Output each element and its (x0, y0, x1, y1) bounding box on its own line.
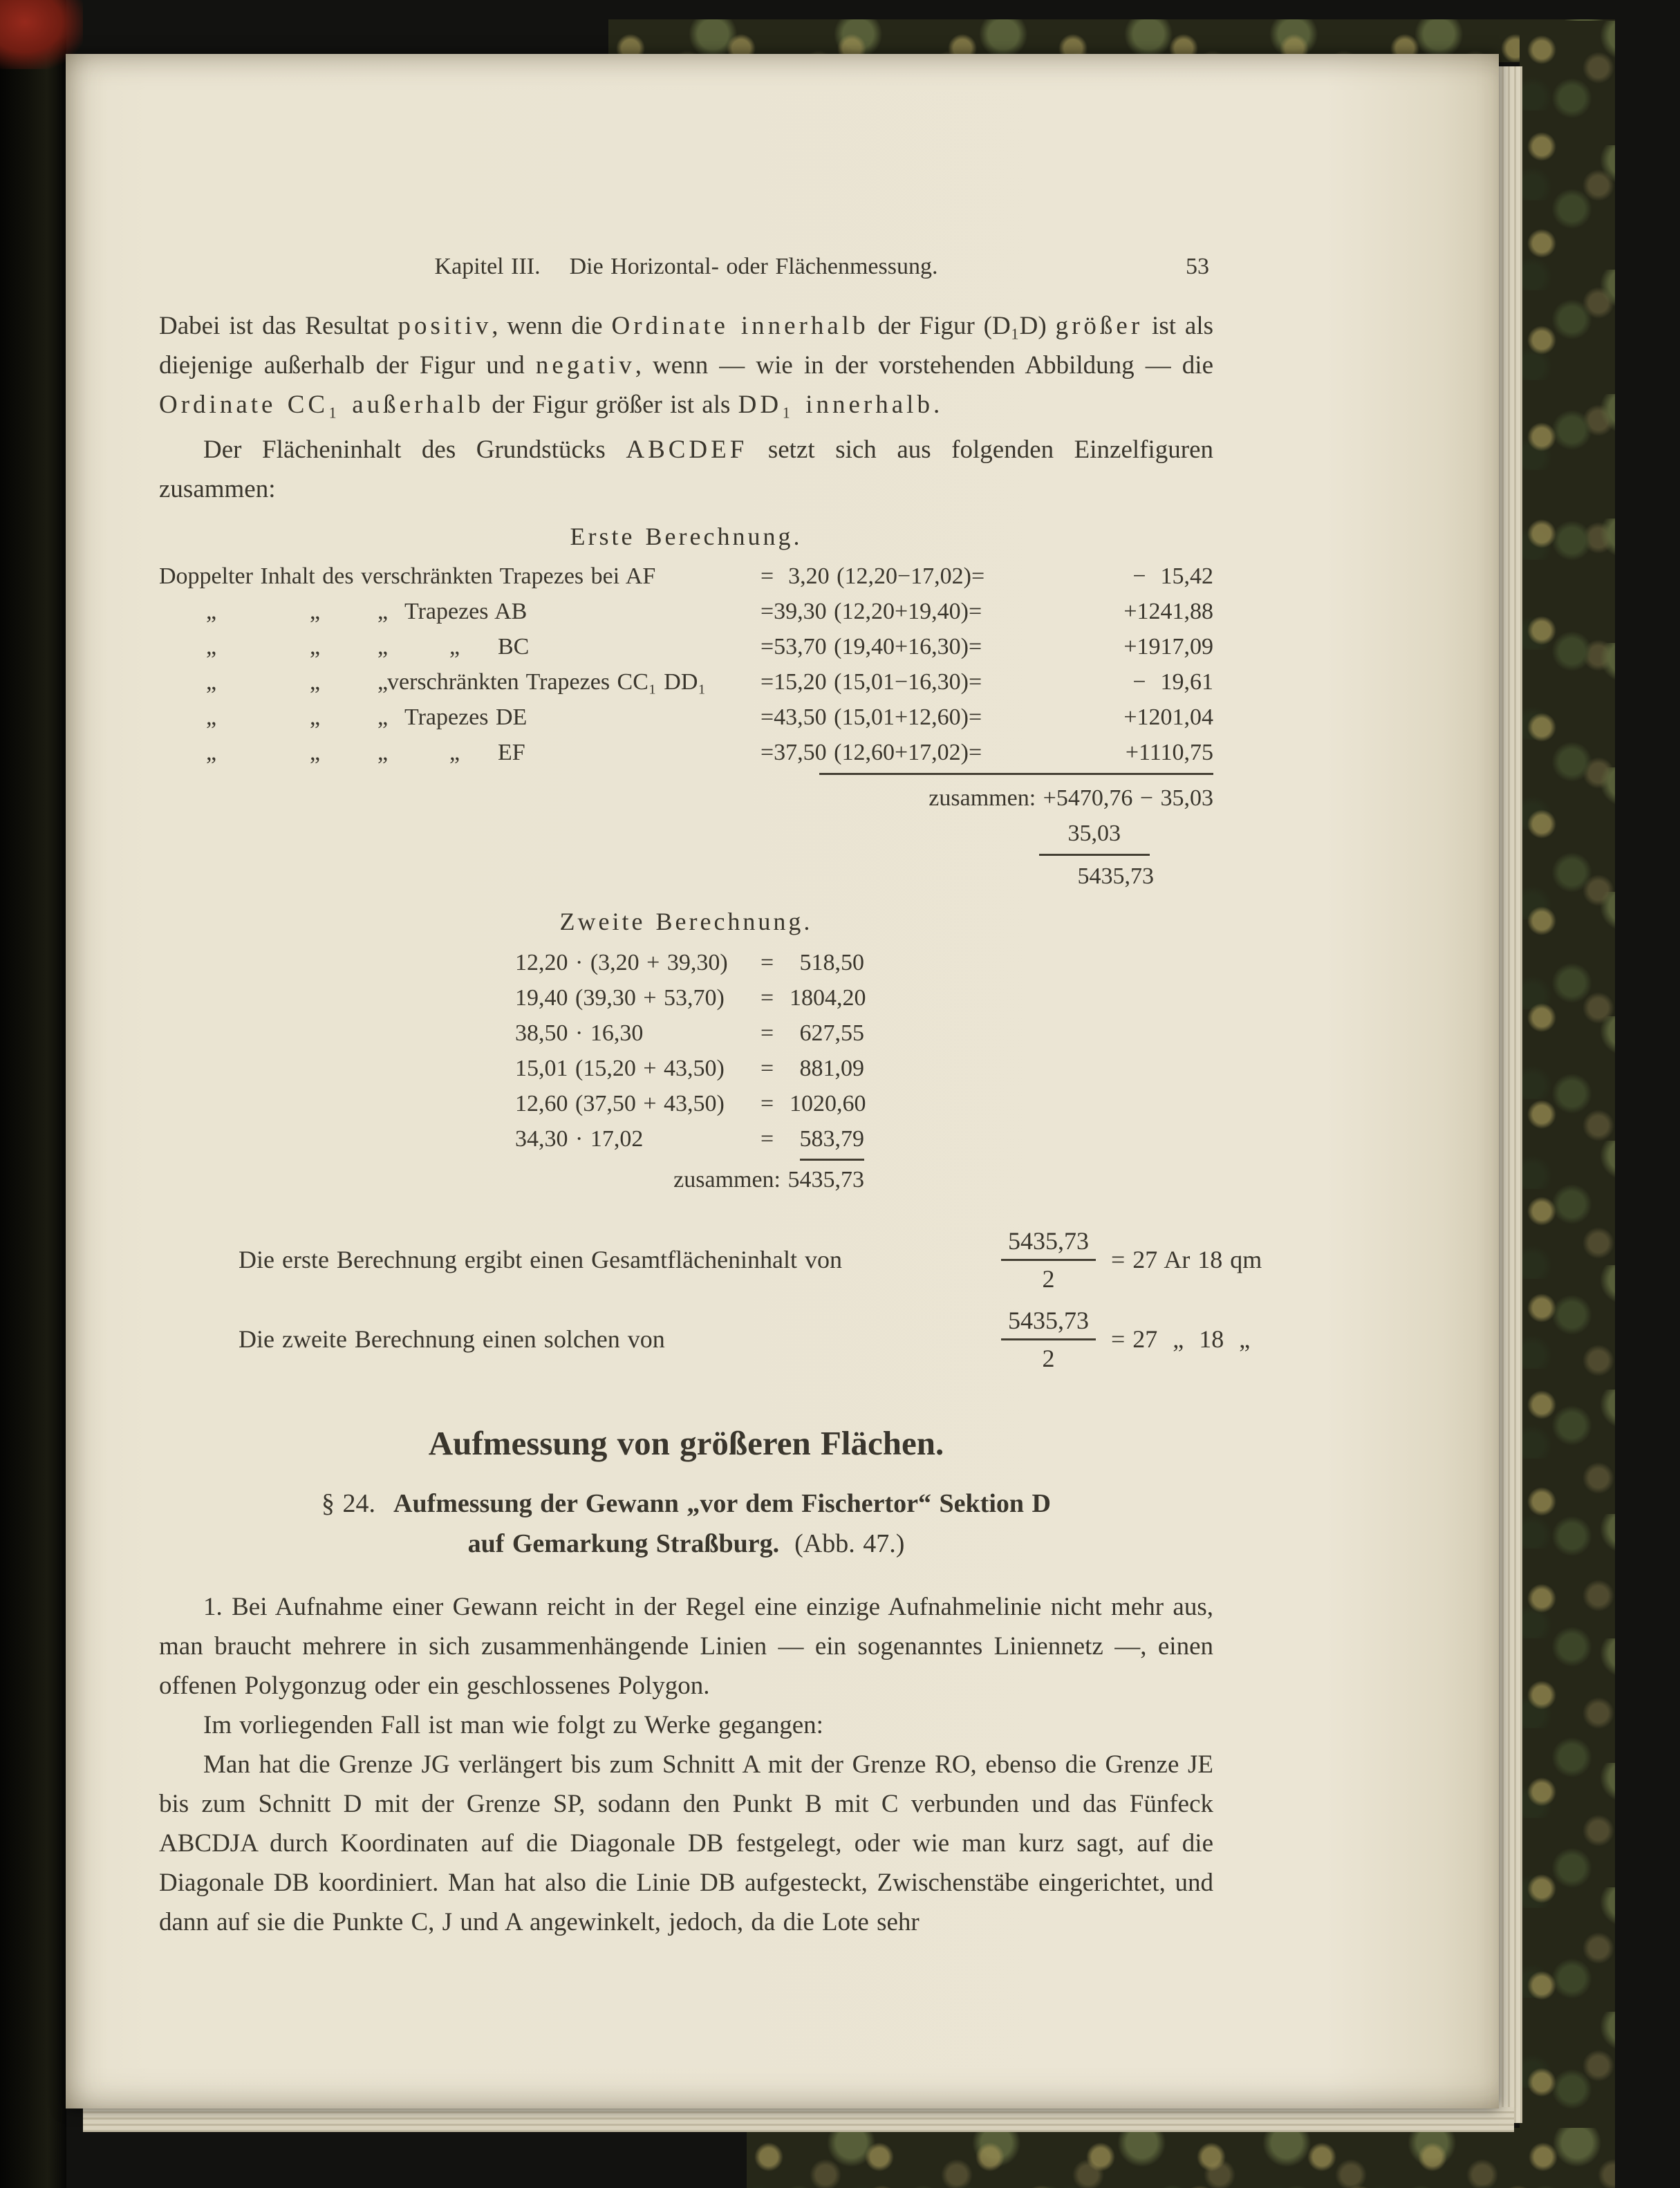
book-spine-edge (0, 0, 66, 2188)
row-result: − 19,61 (1132, 669, 1213, 695)
page-stack-edge-bottom (83, 2107, 1514, 2132)
ditto-mark: „ (377, 740, 389, 765)
body-paragraph-1: 1. Bei Aufnahme einer Gewann reicht in der Regel eine einzige Aufnahmelinie nicht mehr aus, man braucht mehrere in sich zusammenhängende Linien — ein sogenanntes Liniennetz —, einen offenen Polygonzug oder ein geschlossenes Polygon. (159, 1593, 1213, 1700)
calc2-sum-line (515, 1162, 864, 1197)
row-result: +1201,04 (1123, 704, 1213, 730)
calc1-heading: Erste Berechnung. (570, 523, 803, 550)
equals-sign: = (760, 950, 774, 975)
sum-line: zusammen: +5470,76 − 35,03 (928, 785, 1213, 811)
parcel-letters: ABCDEF (626, 436, 748, 464)
book-cover-marble-right (1520, 21, 1615, 2188)
ditto-mark: „ (377, 599, 389, 624)
row-result: +1917,09 (1123, 634, 1213, 660)
text-run: setzt sich aus folgenden Einzelfiguren zusammen: (159, 436, 1213, 503)
ditto-mark: „ (377, 634, 389, 660)
calc2-row (515, 1121, 864, 1157)
fraction (1001, 1305, 1096, 1374)
row-label: Doppelter Inhalt des verschränkten Trapezes bei AF (159, 563, 656, 589)
text-run: , wenn die (492, 312, 612, 340)
sub-heading-line1: Aufmessung der Gewann „vor dem Fischertor“ Sektion D (393, 1489, 1051, 1518)
book-page (66, 54, 1499, 2108)
ditto-mark: „ (310, 740, 321, 765)
calc1-sum-block (159, 773, 1213, 894)
ditto-mark: „ (206, 704, 217, 730)
result-equals: = 27 Ar 18 qm (1111, 1246, 1262, 1273)
row-label: BC (498, 634, 530, 660)
row-expression: =15,20 (15,01−16,30)= (760, 669, 982, 695)
value-text: 1804,20 (790, 985, 866, 1011)
spaced-word: DD₁ innerhalb (738, 391, 933, 419)
calc2-heading: Zweite Berechnung. (559, 908, 813, 935)
row-result: +1241,88 (1123, 599, 1213, 624)
ditto-mark: „ (310, 599, 321, 624)
text-run: Der Flächeninhalt des Grundstücks (203, 436, 626, 464)
sum-value: 5435,73 (787, 1167, 864, 1193)
text-run: Dabei ist das Resultat (159, 312, 398, 340)
value-text: 518,50 (799, 950, 864, 975)
subtrahend-value: 35,03 (1039, 816, 1150, 856)
value-text: 627,55 (799, 1020, 864, 1046)
sum-label: zusammen: (673, 1167, 781, 1193)
result-equals: = 27 „ 18 „ (1111, 1325, 1251, 1353)
row-expression: 12,60 (37,50 + 43,50) (515, 1091, 725, 1116)
text-run: , wenn — wie in der vorstehenden Abbildung — die (635, 351, 1213, 380)
calc1-row (159, 735, 1213, 770)
value-text: 1020,60 (790, 1091, 866, 1116)
page-stack-edge-right (1497, 66, 1522, 2123)
fraction-denominator: 2 (1042, 1265, 1055, 1293)
intro-paragraph-1 (159, 306, 1213, 424)
row-expression: 12,20 · (3,20 + 39,30) (515, 950, 728, 975)
calc1-row (159, 559, 1213, 594)
text-run: der Figur (D₁D) (868, 312, 1056, 340)
figure-reference: (Abb. 47.) (794, 1529, 905, 1558)
row-expression: 15,01 (15,20 + 43,50) (515, 1056, 725, 1081)
running-title: Die Horizontal- oder Flächenmessung. (569, 254, 938, 279)
fraction-denominator: 2 (1042, 1345, 1055, 1372)
row-label: verschränkten Trapezes CC₁ DD₁ (387, 669, 707, 695)
row-expression: = 3,20 (12,20−17,02)= (760, 563, 985, 589)
section-heading: Aufmessung von größeren Flächen. (428, 1424, 944, 1462)
calc1-row (159, 594, 1213, 629)
calc1-row (159, 700, 1213, 735)
row-value (790, 1121, 864, 1157)
ditto-mark: „ (449, 634, 460, 660)
calc2-row (515, 1051, 864, 1086)
equals-sign: = (760, 985, 774, 1011)
row-expression: 34,30 · 17,02 (515, 1126, 644, 1152)
calc1-row (159, 664, 1213, 700)
row-value (790, 1016, 864, 1051)
sub-heading-line2: auf Gemarkung Straßburg. (467, 1529, 780, 1558)
row-result: − 15,42 (1132, 563, 1213, 589)
row-expression: 38,50 · 16,30 (515, 1020, 644, 1046)
row-value (790, 1051, 864, 1086)
calc2-row (515, 1016, 864, 1051)
calc2-row (515, 980, 864, 1016)
row-result: +1110,75 (1125, 740, 1213, 765)
spaced-word: positiv (398, 312, 492, 340)
fraction-numerator: 5435,73 (1001, 1225, 1096, 1261)
paragraph-number: § 24. (321, 1489, 375, 1518)
equals-sign: = (760, 1091, 774, 1116)
chapter-label: Kapitel III. (434, 254, 541, 279)
total-line: 5435,73 (1077, 863, 1154, 889)
body-paragraph-2: Im vorliegenden Fall ist man wie folgt zu Werke gegangen: (203, 1711, 823, 1739)
row-expression: =43,50 (15,01+12,60)= (760, 704, 982, 730)
body-paragraph-3: Man hat die Grenze JG verlängert bis zum Schnitt A mit der Grenze RO, ebenso die Grenze JE bis zum Schnitt D mit der Grenze SP, sodann den Punkt B mit C verbunden und das Fünfeck ABCDJA durch Koordinaten auf die Diagonale DB festgelegt, oder wie man kurz sagt, auf die Diagonale DB koordiniert. Man hat also die Linie DB aufgesteckt, Zwischenstäbe eingerichtet, und dann auf sie die Punkte C, J und A angewinkelt, jedoch, da die Lote sehr (159, 1750, 1213, 1936)
book-cover-marble-bottom (747, 2128, 1615, 2188)
ditto-mark: „ (310, 669, 321, 695)
result-text: Die erste Berechnung ergibt einen Gesamtflächeninhalt von (239, 1246, 843, 1273)
row-value (790, 1086, 866, 1121)
row-expression: 19,40 (39,30 + 53,70) (515, 985, 725, 1011)
calc1-row (159, 629, 1213, 664)
row-value (790, 945, 864, 980)
calc2-row (515, 945, 864, 980)
equals-sign: = (760, 1126, 774, 1152)
ditto-mark: „ (310, 634, 321, 660)
fraction (1001, 1225, 1096, 1295)
ditto-mark: „ (206, 599, 217, 624)
value-text: 583,79 (800, 1121, 865, 1161)
text-run: . (933, 391, 940, 419)
ditto-mark: „ (206, 740, 217, 765)
row-label: Trapezes AB (404, 599, 528, 624)
intro-paragraph-2 (159, 430, 1213, 509)
calc1-table (159, 559, 1213, 894)
calc2-table (515, 945, 864, 1197)
ditto-mark: „ (310, 704, 321, 730)
sum-rule (819, 773, 1213, 775)
spaced-word: Ordinate CC₁ außerhalb (159, 391, 485, 419)
equals-sign: = (760, 1020, 774, 1046)
value-text: 881,09 (799, 1056, 864, 1081)
row-value (790, 980, 866, 1016)
result-line-1 (239, 1225, 1303, 1295)
ditto-mark: „ (206, 669, 217, 695)
ditto-mark: „ (377, 669, 389, 695)
ditto-mark: „ (449, 740, 460, 765)
subtrahend-line (159, 816, 1213, 856)
calc2-row (515, 1086, 864, 1121)
equals-sign: = (760, 1056, 774, 1081)
row-label: Trapezes DE (404, 704, 528, 730)
page-number: 53 (1186, 254, 1209, 279)
ditto-mark: „ (206, 634, 217, 660)
row-label: EF (498, 740, 525, 765)
fraction-numerator: 5435,73 (1001, 1305, 1096, 1340)
row-expression: =39,30 (12,20+19,40)= (760, 599, 982, 624)
spaced-word: Ordinate innerhalb (611, 312, 869, 340)
text-run: der Figur größer ist als (484, 391, 738, 419)
row-expression: =53,70 (19,40+16,30)= (760, 634, 982, 660)
paragraph-24-heading (159, 1484, 1213, 1564)
text-run: ist als diejenige außerhalb der Figur und (159, 312, 1214, 380)
result-line-2 (239, 1305, 1303, 1374)
page-header (159, 251, 1213, 282)
spaced-word: negativ (535, 351, 635, 380)
text-column (159, 54, 1262, 1942)
result-text: Die zweite Berechnung einen solchen von (239, 1325, 665, 1353)
row-expression: =37,50 (12,60+17,02)= (760, 740, 982, 765)
ditto-mark: „ (377, 704, 389, 730)
spaced-word: größer (1055, 312, 1144, 340)
